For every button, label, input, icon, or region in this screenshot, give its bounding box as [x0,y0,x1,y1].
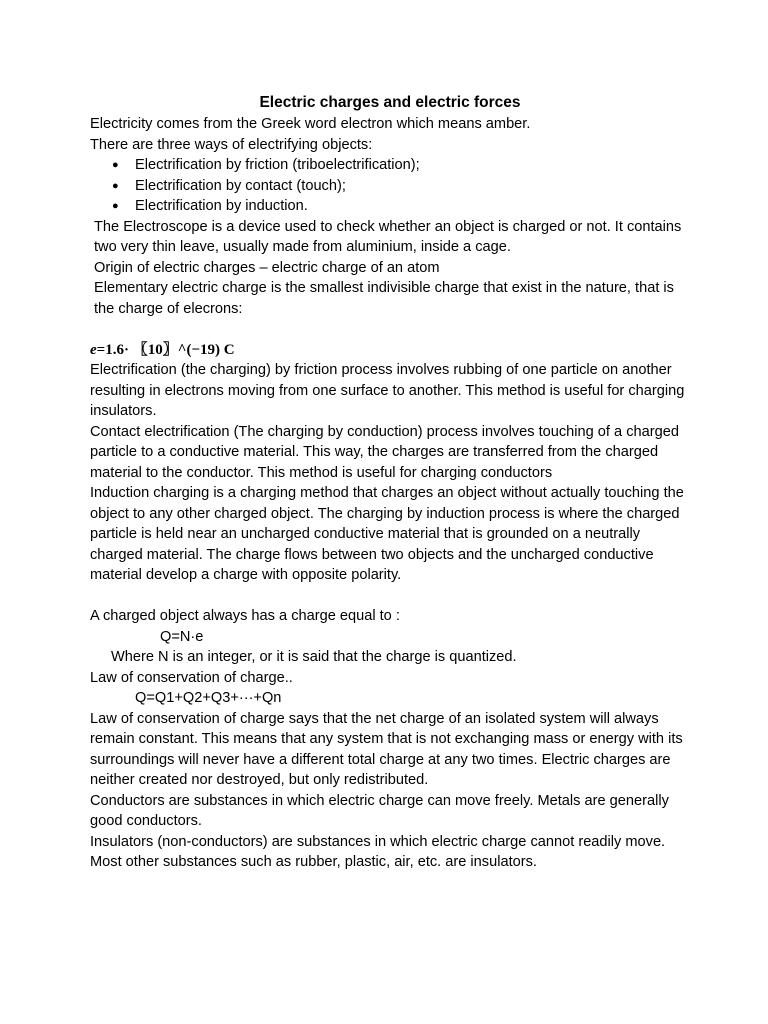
charge-quantization-formula: Q=N·e [160,628,204,645]
electrification-methods-list [90,155,690,217]
formula-value: =1.6· 〖10〗^(−19) C [96,341,235,358]
intro-line-1: Electricity comes from the Greek word electron which means amber. [90,116,531,132]
list-item: ● Electrification by contact (touch); [90,176,690,197]
insulators-paragraph: Insulators (non-conductors) are substances in which electric charge cannot readily move. Most other substances such as rubber, plastic, air, etc. are insulators. [90,833,666,870]
spacer [90,586,690,607]
intro-line-2: There are three ways of electrifying objects: [90,136,373,153]
list-item: ● Electrification by induction. [90,196,690,217]
quantization-note: Where N is an integer, or it is said that the charge is quantized. [111,649,517,665]
document-page [90,92,690,873]
conservation-heading: Law of conservation of charge.. [90,669,293,686]
conductors-paragraph: Conductors are substances in which electric charge can move freely. Metals are generally good conductors. [90,792,669,829]
document-title: Electric charges and electric forces [259,94,521,111]
spacer [90,319,690,340]
list-item: ● Electrification by friction (triboelectrification); [90,155,690,176]
induction-paragraph: Induction charging is a charging method that charges an object without actually touching the object to any other charged object. The charging by induction process is where the charged particle is held near an uncharged conductive material that is grounded on a neutrally charged material. The charge flows between two objects and the uncharged conductive material develop a charge with opposite polarity. [90,485,684,583]
elementary-charge-formula [90,340,690,361]
electroscope-paragraph: The Electroscope is a device used to check whether an object is charged or not. It contains two very thin leave, usually made from aluminium, inside a cage. [94,218,682,255]
formula-variable: e [90,341,97,358]
friction-paragraph: Electrification (the charging) by friction process involves rubbing of one particle on another resulting in electrons moving from one surface to another. This method is useful for charging insulators. [90,362,685,419]
elementary-charge-paragraph: Elementary electric charge is the smallest indivisible charge that exist in the nature, that is the charge of elecrons: [94,280,674,317]
charge-sum-formula: Q=Q1+Q2+Q3+···+Qn [135,690,282,706]
charged-object-line: A charged object always has a charge equal to : [90,608,400,624]
contact-paragraph: Contact electrification (The charging by conduction) process involves touching of a charged particle to a conductive material. This way, the charges are transferred from the charged material to the conductor. This method is useful for charging conductors [90,423,679,481]
conservation-paragraph: Law of conservation of charge says that the net charge of an isolated system will always remain constant. This means that any system that is not exchanging mass or energy with its surroundings will never have a different total charge at any two times. Electric charges are neither created nor destroyed, but only redistributed. [90,710,683,788]
origin-line: Origin of electric charges – electric charge of an atom [94,259,440,276]
